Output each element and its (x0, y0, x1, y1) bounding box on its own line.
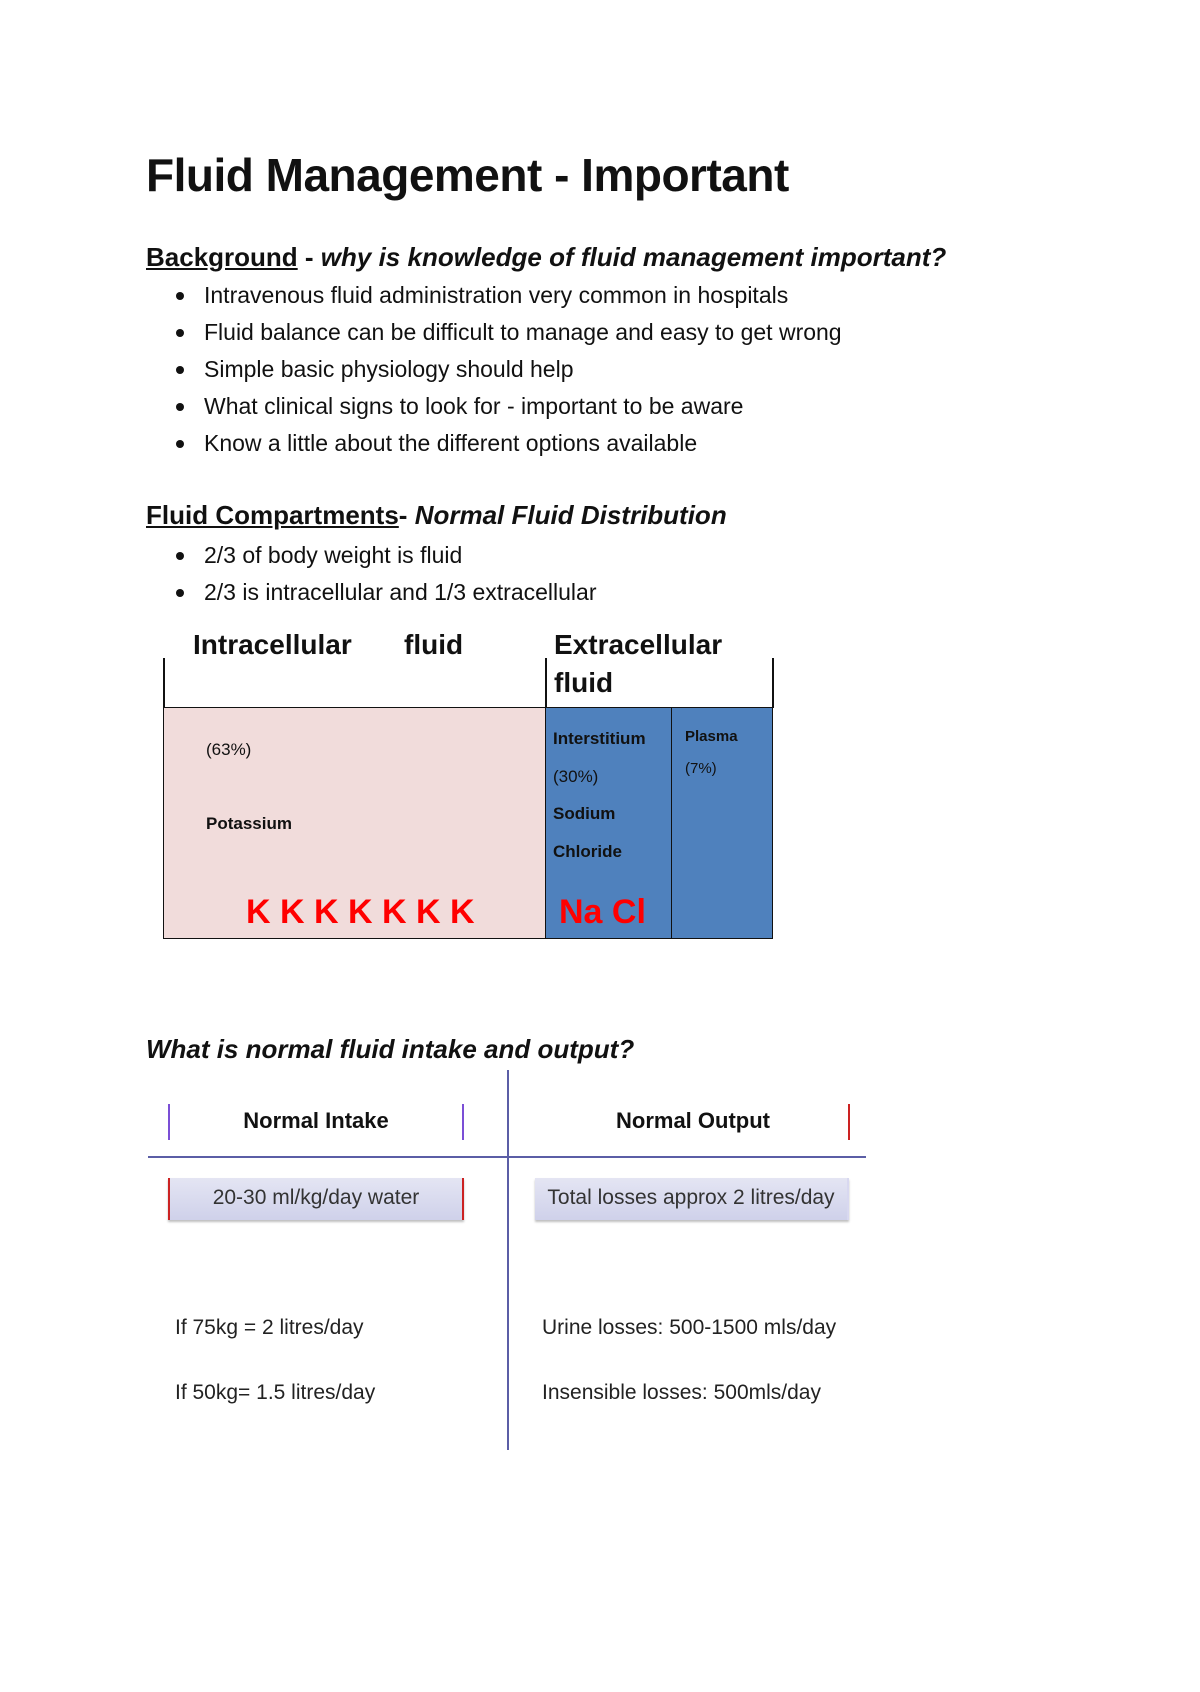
plasma-label: Plasma (685, 728, 738, 745)
plasma-box (671, 707, 773, 939)
output-note: Insensible losses: 500mls/day (542, 1381, 821, 1404)
page-title: Fluid Management - Important (146, 149, 789, 201)
chloride-label: Chloride (553, 842, 622, 861)
output-note: Urine losses: 500-1500 mls/day (542, 1316, 837, 1339)
compartments-subtitle-a: Normal Fluid (414, 500, 574, 530)
intake-main-text: 20-30 ml/kg/day water (212, 1186, 420, 1209)
vertical-divider (507, 1070, 509, 1450)
compartments-bullets (146, 537, 596, 611)
intracellular-heading-fluid: fluid (404, 629, 464, 660)
background-separator: - (297, 242, 321, 272)
intracellular-box (163, 707, 546, 939)
intracellular-percent: (63%) (206, 740, 252, 759)
horizontal-divider (148, 1156, 866, 1158)
intracellular-heading: Intracellular (193, 629, 352, 660)
sodium-label: Sodium (553, 804, 616, 823)
output-header: Normal Output (616, 1108, 770, 1133)
sodium-chloride-ions: Na Cl (559, 893, 646, 931)
intake-note: If 50kg= 1.5 litres/day (175, 1381, 376, 1404)
list-item: 2/3 of body weight is fluid (146, 537, 596, 574)
background-bullets (146, 277, 842, 462)
intake-note: If 75kg = 2 litres/day (175, 1316, 364, 1339)
compartments-label: Fluid Compartments (146, 500, 399, 530)
header-tick (848, 1104, 850, 1140)
frame-line (772, 658, 774, 708)
list-item: What clinical signs to look for - important to be aware (146, 388, 842, 425)
header-tick (462, 1104, 464, 1140)
interstitium-label: Interstitium (553, 729, 646, 748)
interstitium-percent: (30%) (553, 767, 599, 786)
plasma-percent: (7%) (685, 760, 717, 777)
intake-header: Normal Intake (243, 1108, 389, 1133)
extracellular-heading: Extracellular (554, 629, 723, 660)
extracellular-heading-fluid: fluid (554, 667, 614, 698)
intracellular-ion-name: Potassium (206, 814, 292, 833)
intake-output-heading (146, 1034, 634, 1065)
potassium-ions: K K K K K K K (246, 893, 475, 931)
background-question: why is knowledge of fluid management important? (320, 242, 947, 272)
output-main-box (535, 1178, 849, 1220)
interstitium-box (545, 707, 672, 939)
frame-line (163, 658, 165, 708)
list-item: Fluid balance can be difficult to manage and easy to get wrong (146, 314, 842, 351)
list-item: Simple basic physiology should help (146, 351, 842, 388)
intake-output-question: What is normal fluid intake and output? (146, 1034, 635, 1064)
list-item: 2/3 is intracellular and 1/3 extracellular (146, 574, 596, 611)
frame-line (545, 658, 547, 708)
background-label: Background (146, 242, 298, 272)
background-heading (146, 242, 946, 273)
compartments-heading (146, 500, 727, 531)
intake-main-box (168, 1178, 464, 1220)
compartments-separator: - (398, 500, 415, 530)
list-item: Intravenous fluid administration very common in hospitals (146, 277, 842, 314)
list-item: Know a little about the different options available (146, 425, 842, 462)
output-main-text: Total losses approx 2 litres/day (547, 1186, 835, 1209)
compartments-subtitle-b: Distribution (580, 500, 727, 530)
